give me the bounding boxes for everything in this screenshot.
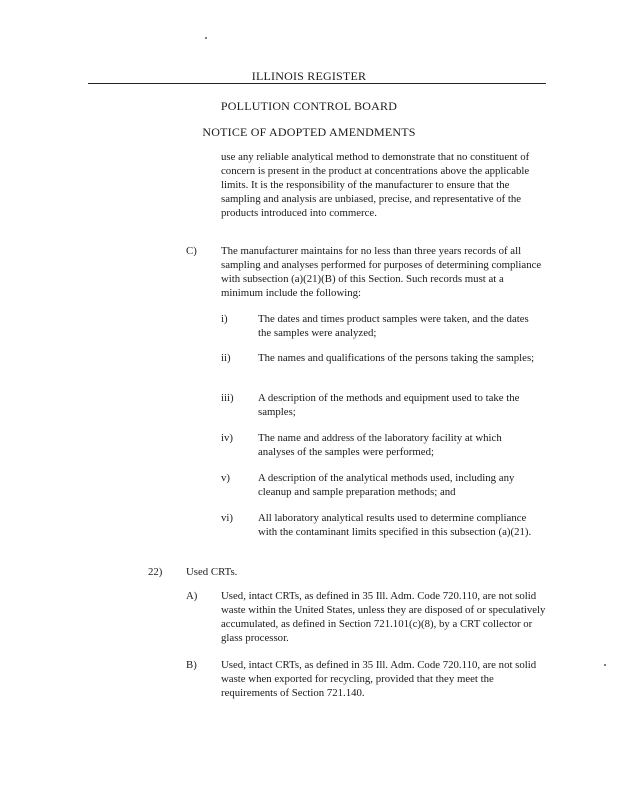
- scan-speck: [604, 664, 606, 666]
- item-22b-label: B): [186, 659, 197, 671]
- item-c-text: The manufacturer maintains for no less than three years records of all sampling and analyses performed for purposes of determining compliance with subsection (a)(21)(B) of this Section. Such records must at a minimum include the following:: [221, 245, 542, 299]
- register-title: ILLINOIS REGISTER: [251, 69, 367, 83]
- board-name: POLLUTION CONTROL BOARD: [220, 99, 398, 113]
- subitem-vi-text: All laboratory analytical results used to determine compliance with the contaminant limits specified in this subsection (a)(21).: [258, 512, 532, 538]
- subitem-iii-label: iii): [221, 392, 234, 404]
- notice-title: NOTICE OF ADOPTED AMENDMENTS: [202, 125, 416, 139]
- subitem-ii-text: The names and qualifications of the persons taking the samples;: [258, 352, 535, 364]
- subitem-iv-text: The name and address of the laboratory facility at which analyses of the samples were performed;: [258, 432, 502, 458]
- item-22a-text: Used, intact CRTs, as defined in 35 Ill. Adm. Code 720.110, are not solid waste within the United States, unless they are disposed of or speculatively accumulated, as defined in Section 721.101(c)(8), by a CRT collector or glass processor.: [221, 590, 546, 644]
- scan-speck: [205, 37, 207, 39]
- subitem-i-text: The dates and times product samples were taken, and the dates the samples were analyzed;: [258, 313, 529, 339]
- subitem-iii-text: A description of the methods and equipment used to take the samples;: [258, 392, 520, 418]
- header-rule: [88, 83, 546, 84]
- item-22-text: Used CRTs.: [186, 566, 238, 578]
- subitem-vi-label: vi): [221, 512, 233, 524]
- continuation-paragraph: use any reliable analytical method to demonstrate that no constituent of concern is present in the product at concentrations above the applicable limits. It is the responsibility of the manufacturer to ensure that the sampling and analysis are unbiased, precise, and representative of the products introduced into commerce.: [221, 151, 530, 219]
- subitem-v-text: A description of the analytical methods used, including any cleanup and sample preparation methods; and: [258, 472, 515, 498]
- item-22b-text: Used, intact CRTs, as defined in 35 Ill. Adm. Code 720.110, are not solid waste when exported for recycling, provided that they meet the requirements of Section 721.140.: [221, 659, 537, 699]
- item-22a-label: A): [186, 590, 198, 602]
- subitem-v-label: v): [221, 472, 230, 484]
- subitem-ii-label: ii): [221, 352, 231, 364]
- item-c-label: C): [186, 245, 197, 257]
- item-22-label: 22): [148, 566, 163, 578]
- subitem-iv-label: iv): [221, 432, 233, 444]
- subitem-i-label: i): [221, 313, 228, 325]
